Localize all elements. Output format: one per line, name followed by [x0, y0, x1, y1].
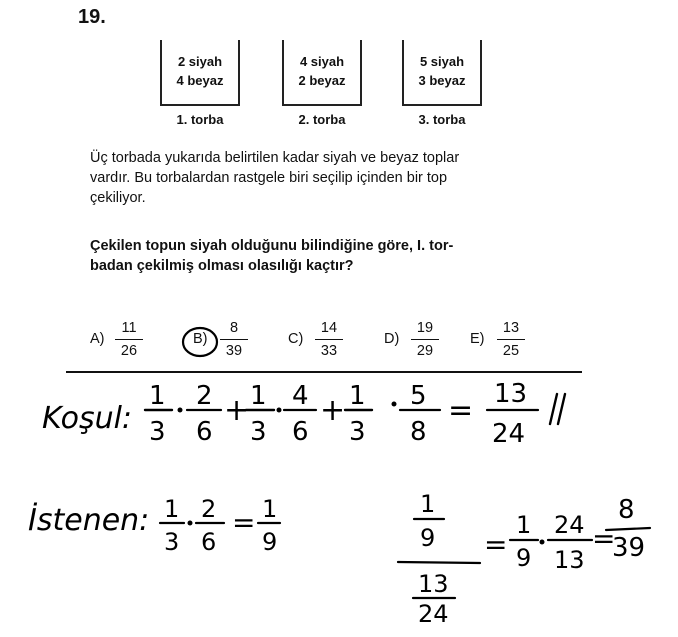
- option-e-numerator: 13: [502, 320, 520, 336]
- option-a-numerator: 11: [121, 320, 137, 336]
- bag-2-black: 4 siyah: [299, 54, 345, 69]
- condition-label: Koşul:: [42, 401, 133, 436]
- hw3-top-den: 9: [420, 524, 436, 552]
- hw-num-5: 1: [349, 381, 366, 411]
- hw-den-1: 3: [149, 417, 166, 447]
- option-b-letter: B): [193, 331, 208, 347]
- option-d-letter: D): [384, 331, 400, 347]
- bag-3-black: 5 siyah: [419, 54, 465, 69]
- option-e-denominator: 25: [502, 343, 520, 359]
- option-c-numerator: 14: [320, 320, 338, 336]
- hw3-equals-2: =: [592, 522, 616, 555]
- hw-den-5: 3: [349, 417, 366, 447]
- hw-num-4: 4: [292, 381, 309, 411]
- hw-den-4: 6: [292, 417, 309, 447]
- hw2-den-3: 9: [262, 528, 278, 556]
- bag-1-black: 2 siyah: [177, 54, 223, 69]
- option-b-denominator: 39: [225, 343, 243, 359]
- paragraph-line-2: vardır. Bu torbalardan rastgele biri seçilip içinden bir top: [90, 170, 448, 186]
- hw-den-7: 24: [492, 419, 526, 449]
- option-b-numerator: 8: [229, 320, 239, 336]
- option-d-numerator: 19: [416, 320, 434, 336]
- hw-num-3: 1: [250, 381, 267, 411]
- hw2-num-3: 1: [262, 495, 278, 523]
- hw-num-6: 5: [410, 381, 427, 411]
- hw-plus-1: +: [224, 393, 250, 428]
- hw2-den-1: 3: [164, 528, 180, 556]
- hw-den-3: 3: [250, 417, 267, 447]
- bag-2-label: 2. torba: [298, 112, 346, 127]
- hw-num-1: 1: [149, 381, 166, 411]
- hw-num-7: 13: [494, 379, 528, 409]
- hw-equals-1: =: [448, 393, 474, 428]
- hw-plus-2: +: [320, 393, 346, 428]
- hw3-den-3: 39: [612, 533, 646, 563]
- hw3-num-1: 1: [516, 511, 532, 539]
- hw3-den-2: 13: [554, 546, 585, 574]
- hw-num-2: 2: [196, 381, 213, 411]
- option-c-denominator: 33: [320, 343, 338, 359]
- hw-den-6: 8: [410, 417, 427, 447]
- hw3-bot-den: 24: [418, 600, 449, 628]
- paragraph-line-3: çekiliyor.: [90, 190, 146, 206]
- hw3-top-num: 1: [420, 490, 436, 518]
- hw-den-2: 6: [196, 417, 213, 447]
- bag-2-white: 2 beyaz: [298, 73, 346, 88]
- hw3-bot-num: 13: [418, 570, 449, 598]
- hw3-den-1: 9: [516, 544, 532, 572]
- option-a-denominator: 26: [120, 343, 138, 359]
- bag-3-label: 3. torba: [418, 112, 466, 127]
- hw3-equals-1: =: [484, 528, 508, 561]
- hw3-num-2: 24: [554, 511, 585, 539]
- answer-circle: [183, 328, 217, 356]
- bag-3-white: 3 beyaz: [418, 73, 466, 88]
- question-number: 19.: [78, 6, 106, 28]
- option-d-denominator: 29: [416, 343, 434, 359]
- hw2-equals: =: [232, 506, 256, 539]
- option-a-letter: A): [90, 331, 105, 347]
- option-e-letter: E): [470, 331, 485, 347]
- bag-1-white: 4 beyaz: [176, 73, 224, 88]
- question-line-2: badan çekilmiş olması olasılığı kaçtır?: [90, 258, 354, 274]
- hw2-num-2: 2: [201, 495, 217, 523]
- option-c-letter: C): [288, 331, 304, 347]
- hw2-num-1: 1: [164, 495, 180, 523]
- hw2-den-2: 6: [201, 528, 217, 556]
- bag-1-label: 1. torba: [176, 112, 224, 127]
- hw3-num-3: 8: [618, 495, 635, 525]
- paragraph-line-1: Üç torbada yukarıda belirtilen kadar siyah ve beyaz toplar: [90, 150, 460, 166]
- desired-label: İstenen:: [28, 503, 150, 538]
- question-line-1: Çekilen topun siyah olduğunu bilindiğine göre, I. tor-: [90, 238, 454, 254]
